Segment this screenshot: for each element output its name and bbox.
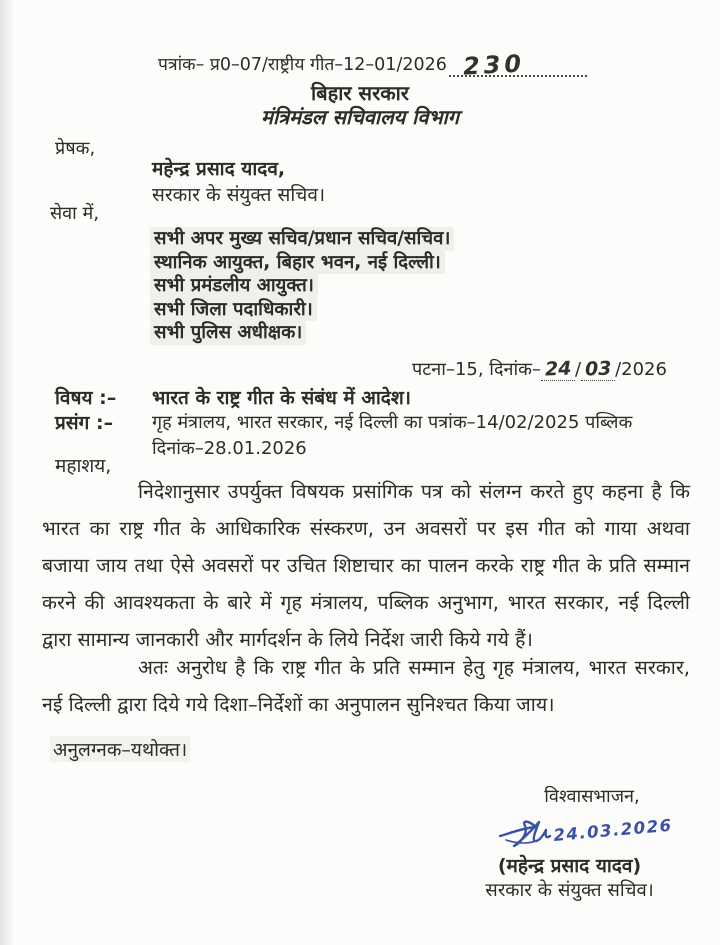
handwritten-month: 03 [584, 357, 612, 381]
enclosure-note: अनुलग्नक–यथोक्त। [50, 736, 190, 762]
handwritten-signature-date: 24.03.2026 [552, 815, 674, 845]
salutation: महाशय, [55, 455, 112, 477]
context-label: प्रसंग :– [55, 412, 114, 434]
reference-number-line [158, 49, 587, 81]
government-title: बिहार सरकार [311, 81, 409, 105]
recipient-item: सभी पुलिस अधीक्षक। [150, 321, 306, 345]
context-line2: दिनांक–28.01.2026 [152, 438, 307, 459]
printed-year: /2026 [615, 359, 667, 380]
sender-name: महेन्द्र प्रसाद यादव, [152, 158, 286, 180]
handwritten-day-slot [541, 358, 575, 381]
recipient-item: सभी प्रमंडलीय आयुक्त। [150, 274, 318, 298]
sender-designation: सरकार के संयुक्त सचिव। [152, 184, 326, 206]
handwritten-month-slot [581, 358, 615, 381]
from-label: प्रेषक, [55, 138, 96, 159]
recipient-item: सभी जिला पदाधिकारी। [150, 298, 317, 322]
context-line1: गृह मंत्रालय, भारत सरकार, नई दिल्ली का पत्रांक–14/02/2025 पब्लिक [152, 412, 633, 433]
sender-block [152, 156, 325, 208]
handwritten-day: 24 [544, 357, 572, 381]
signature-row [462, 810, 677, 856]
date-separator: / [575, 359, 582, 380]
handwritten-dispatch-number: 230 [462, 49, 526, 81]
recipient-item: सभी अपर मुख्य सचिव/प्रधान सचिव/सचिव। [150, 227, 454, 251]
subject-text: भारत के राष्ट्र गीत के संबंध में आदेश। [152, 387, 411, 409]
body-paragraph-1: निदेशानुसार उपर्युक्त विषयक प्रसांगिक पत्र को संलग्न करते हुए कहना है कि भारत का राष्ट्र गीत के आधिकारिक संस्करण, उन अवसरों पर इस गीत को गाया अथवा बजाया जाय तथा ऐसे अवसरों पर उचित शिष्टाचार का पालन करके राष्ट्र गीत के प्रति सम्मान करने की आवश्यकता के बारे में गृह मंत्रालय, पब्लिक अनुभाग, भारत सरकार, नई दिल्ली द्वारा सामान्य जानकारी और मार्गदर्शन के लिये निर्देश जारी किये गये हैं। [42, 480, 690, 651]
department-title: मंत्रिमंडल सचिवालय विभाग [261, 105, 459, 129]
reference-number-text: पत्रांक– प्र0–07/राष्ट्रीय गीत–12–01/2026 [158, 55, 447, 75]
closing-block [462, 784, 677, 903]
place-date-prefix: पटना–15, दिनांक– [412, 359, 541, 380]
recipient-item: स्थानिक आयुक्त, बिहार भवन, नई दिल्ली। [150, 251, 445, 275]
subject-label: विषय :– [55, 387, 117, 409]
place-date-line [412, 357, 667, 381]
valediction: विश्वासभाजन, [544, 786, 640, 807]
dispatch-number-dotted-line [449, 49, 587, 81]
recipient-list [150, 227, 454, 345]
signatory-designation: सरकार के संयुक्त सचिव। [485, 880, 654, 901]
signatory-name: (महेन्द्र प्रसाद यादव) [497, 855, 642, 877]
to-label: सेवा में, [50, 203, 100, 224]
body-paragraph-2: अतः अनुरोध है कि राष्ट्र गीत के प्रति सम्मान हेतु गृह मंत्रालय, भारत सरकार, नई दिल्ली द्वारा दिये गये दिशा–निर्देशों का अनुपालन सुनिश्चत किया जाय। [42, 656, 690, 716]
context-text [152, 410, 692, 462]
handwritten-signature [492, 810, 682, 856]
